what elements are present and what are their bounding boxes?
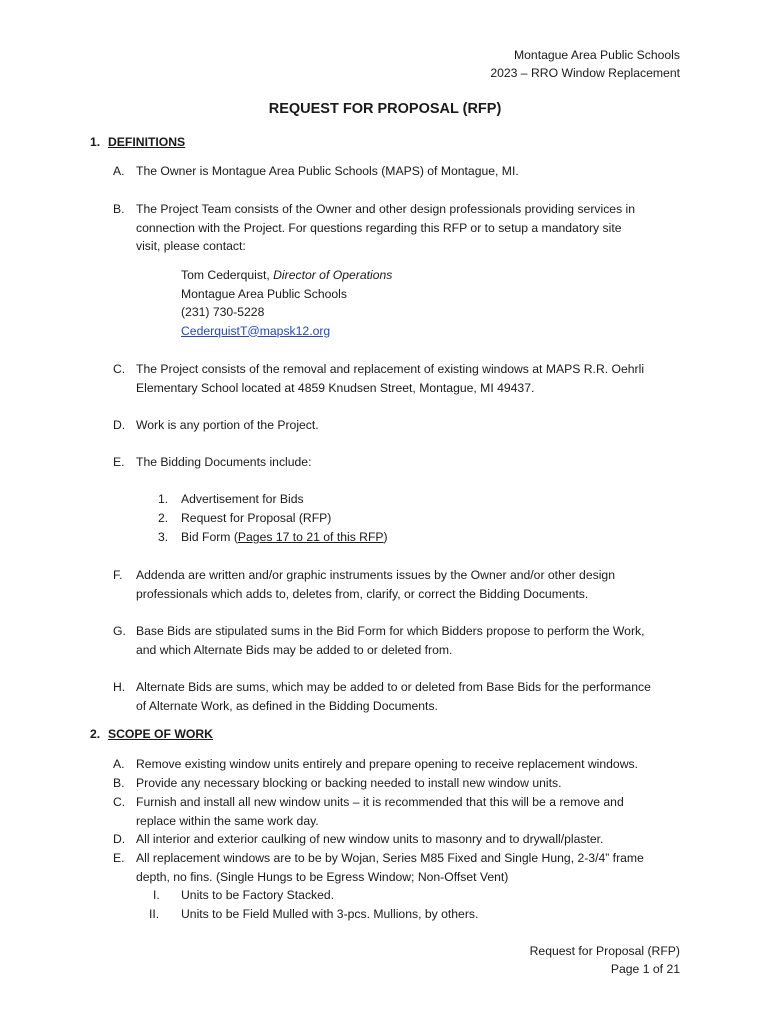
scope-a-label: A. — [113, 757, 125, 771]
section-1-number: 1. — [90, 135, 101, 149]
def-h-text — [136, 678, 651, 715]
doc-list-num: 3. — [158, 530, 169, 544]
contact-org: Montague Area Public Schools — [181, 286, 347, 301]
scope-a-text: Remove existing window units entirely and prepare opening to receive replacement windows. — [136, 757, 638, 771]
scope-c-label: C. — [113, 795, 126, 809]
scope-e-label: E. — [113, 851, 125, 865]
def-c-line: Elementary School located at 4859 Knudsen Street, Montague, MI 49437. — [136, 380, 535, 395]
header-project: 2023 – RRO Window Replacement — [490, 66, 680, 80]
section-2-title: SCOPE OF WORK — [108, 727, 213, 741]
def-b-line: connection with the Project. For questions regarding this RFP or to setup a mandatory site — [136, 220, 622, 235]
def-c-label: C. — [113, 362, 126, 376]
def-b-line: The Project Team consists of the Owner and other design professionals providing services in — [136, 202, 636, 216]
def-h-label: H. — [113, 680, 126, 694]
def-f-line: professionals which adds to, deletes from, clarify, or correct the Bidding Documents. — [136, 586, 589, 601]
def-f-text — [136, 566, 615, 603]
scope-e-sub-item: Units to be Factory Stacked. — [181, 888, 335, 902]
scope-d-label: D. — [113, 832, 126, 846]
footer-doc-title: Request for Proposal (RFP) — [529, 944, 680, 958]
def-g-line: Base Bids are stipulated sums in the Bid Form for which Bidders propose to perform the Work, — [136, 624, 645, 638]
doc-list-item — [181, 528, 388, 547]
scope-e-sub-num: II. — [149, 907, 160, 921]
contact-phone: (231) 730-5228 — [181, 305, 265, 319]
def-e-text: The Bidding Documents include: — [136, 455, 312, 469]
def-a-text: The Owner is Montague Area Public Schools (MAPS) of Montague, MI. — [136, 164, 519, 178]
def-g-line: and which Alternate Bids may be added to or deleted from. — [136, 642, 453, 657]
doc-list-num: 1. — [158, 492, 169, 506]
section-2-number: 2. — [90, 727, 101, 741]
scope-c-text — [136, 793, 624, 830]
scope-e-sub-item: Units to be Field Mulled with 3-pcs. Mullions, by others. — [181, 907, 479, 921]
scope-e-sub-num: I. — [153, 888, 160, 902]
scope-e-text — [136, 849, 644, 886]
def-h-line: of Alternate Work, as defined in the Bidding Documents. — [136, 698, 438, 713]
def-b-text — [136, 200, 635, 256]
contact-name: Tom Cederquist, — [181, 268, 274, 282]
contact-email-link[interactable]: CederquistT@mapsk12.org — [181, 323, 331, 338]
scope-d-text: All interior and exterior caulking of new window units to masonry and to drywall/plaster. — [136, 832, 604, 846]
def-b-line: visit, please contact: — [136, 239, 246, 253]
contact-name-line — [181, 266, 392, 285]
def-e-label: E. — [113, 455, 125, 469]
bid-form-pages-link[interactable]: Pages 17 to 21 of this RFP — [237, 530, 384, 544]
scope-e-line: depth, no fins. (Single Hungs to be Egress Window; Non-Offset Vent) — [136, 869, 509, 884]
scope-c-line: replace within the same work day. — [136, 813, 319, 828]
bid-form-post: ) — [383, 530, 388, 544]
section-1-title: DEFINITIONS — [108, 135, 186, 149]
doc-list-num: 2. — [158, 511, 169, 525]
def-f-label: F. — [113, 568, 123, 582]
scope-b-text: Provide any necessary blocking or backing needed to install new window units. — [136, 776, 562, 790]
def-a-label: A. — [113, 164, 125, 178]
doc-list-item: Request for Proposal (RFP) — [181, 511, 332, 525]
scope-c-line: Furnish and install all new window units – it is recommended that this will be a remove and — [136, 795, 624, 809]
def-c-text — [136, 360, 644, 397]
def-d-text: Work is any portion of the Project. — [136, 418, 319, 432]
def-d-label: D. — [113, 418, 126, 432]
footer-page-number: Page 1 of 21 — [610, 962, 680, 976]
def-g-label: G. — [113, 624, 126, 638]
def-h-line: Alternate Bids are sums, which may be added to or deleted from Base Bids for the performance — [136, 680, 651, 694]
scope-b-label: B. — [113, 776, 125, 790]
def-g-text — [136, 622, 645, 659]
scope-e-line: All replacement windows are to be by Wojan, Series M85 Fixed and Single Hung, 2-3/4” frame — [136, 851, 644, 865]
def-c-line: The Project consists of the removal and replacement of existing windows at MAPS R.R. Oehrli — [136, 362, 645, 376]
header-school: Montague Area Public Schools — [514, 48, 680, 62]
def-f-line: Addenda are written and/or graphic instruments issues by the Owner and/or other design — [136, 568, 615, 582]
doc-list-item: Advertisement for Bids — [181, 492, 304, 506]
def-b-label: B. — [113, 202, 125, 216]
contact-block — [181, 266, 392, 340]
page-title: REQUEST FOR PROPOSAL (RFP) — [268, 101, 502, 117]
bid-form-pre: Bid Form ( — [181, 530, 238, 544]
contact-role: Director of Operations — [273, 268, 393, 282]
